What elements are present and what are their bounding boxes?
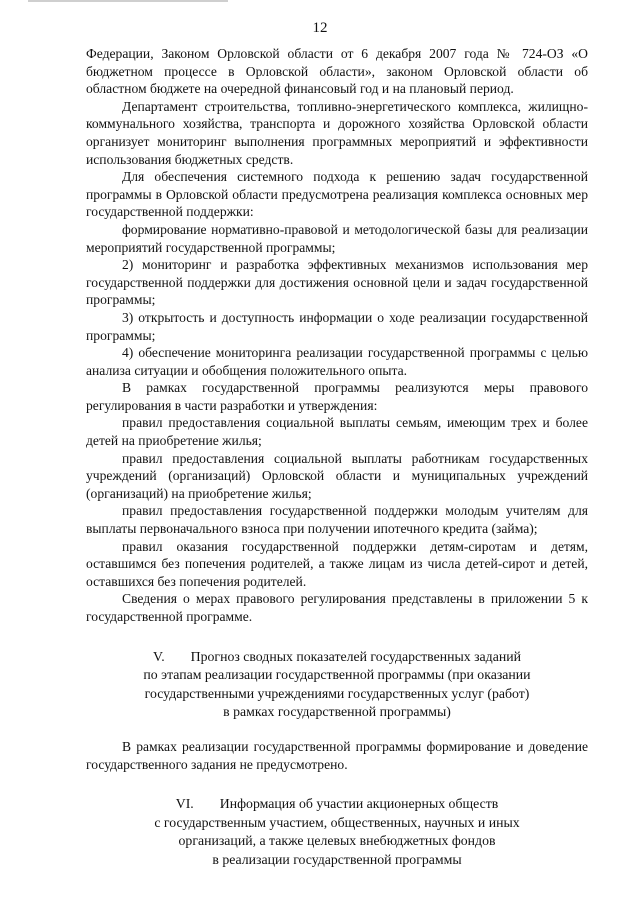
section-5-heading-line-3: государственными учреждениями государственных услуг (работ) xyxy=(144,685,530,701)
paragraph: 3) открытость и доступность информации о ходе реализации государственной программы; xyxy=(86,309,588,343)
section-5-heading-line-4: в рамках государственной программы) xyxy=(223,704,451,720)
section-6-heading-line-1: VI. Информация об участии акционерных обществ xyxy=(86,795,588,814)
paragraph: правил оказания государственной поддержки детям-сиротам и детям, оставшимся без попечения родителей, а также лицам из числа детей-сирот и детей, оставшихся без попечения родителей. xyxy=(86,538,588,589)
section-6-heading-line-2: с государственным участием, общественных, научных и иных xyxy=(154,814,520,830)
paragraph: правил предоставления социальной выплаты работникам государственных учреждений (организаций) Орловской области и муниципальных учреждений (организаций) на приобретение жилья; xyxy=(86,450,588,501)
section-6-heading-line-4: в реализации государственной программы xyxy=(212,851,462,867)
scan-edge-mark xyxy=(28,0,228,2)
section-6-number: VI. xyxy=(175,796,194,812)
spacer xyxy=(86,626,588,648)
section-5-heading-line-2: по этапам реализации государственной программы (при оказании xyxy=(143,667,531,683)
document-body xyxy=(86,45,588,870)
paragraph: Федерации, Законом Орловской области от 6 декабря 2007 года № 724-ОЗ «О бюджетном процессе в Орловской области», законом Орловской области об областном бюджете на очередной финансовый год и на плановый период. xyxy=(86,46,588,97)
section-5-number: V. xyxy=(153,648,165,664)
section-6-heading xyxy=(86,795,588,869)
section-5-body: В рамках реализации государственной программы формирование и доведение государственного задания не предусмотрено. xyxy=(86,738,588,772)
paragraph: 4) обеспечение мониторинга реализации государственной программы с целью анализа ситуации и обобщения положительного опыта. xyxy=(86,345,588,378)
paragraph: 2) мониторинг и разработка эффективных механизмов использования мер государственной поддержки для достижения основной цели и задач государственной программы; xyxy=(86,257,588,308)
paragraph: Для обеспечения системного подхода к решению задач государственной программы в Орловской области предусмотрена реализация комплекса основных мер государственной поддержки: xyxy=(86,169,588,220)
spacer xyxy=(86,722,588,738)
section-5-heading-line-1: V. Прогноз сводных показателей государственных заданий xyxy=(86,648,588,667)
paragraph-list xyxy=(86,45,588,626)
spacer xyxy=(86,773,588,795)
section-5-heading xyxy=(86,648,588,722)
paragraph: В рамках государственной программы реализуются меры правового регулирования в части разработки и утверждения: xyxy=(86,380,588,413)
paragraph: правил предоставления социальной выплаты семьям, имеющим трех и более детей на приобретение жилья; xyxy=(86,415,588,449)
paragraph: правил предоставления государственной поддержки молодым учителям для выплаты первоначального взноса при получении ипотечного кредита (займа); xyxy=(86,503,588,537)
paragraph: формирование нормативно-правовой и методологической базы для реализации мероприятий государственной программы; xyxy=(86,221,588,255)
page-number: 12 xyxy=(312,20,328,36)
paragraph: Сведения о мерах правового регулирования представлены в приложении 5 к государственной программе. xyxy=(86,591,588,624)
paragraph: Департамент строительства, топливно-энергетического комплекса, жилищно-коммунального хозяйства, транспорта и дорожного хозяйства Орловской области организует мониторинг выполнения программных мероприятий и эффективности использования бюджетных средств. xyxy=(86,98,588,167)
section-6-heading-line-3: организаций, а также целевых внебюджетных фондов xyxy=(178,833,496,849)
